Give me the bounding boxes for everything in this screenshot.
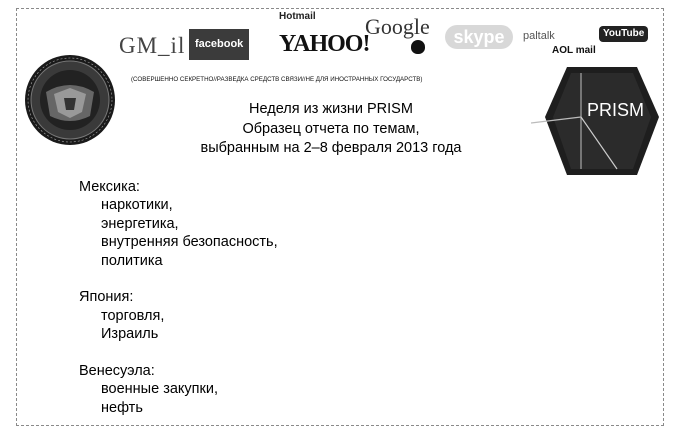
youtube-logo: YouTube — [599, 26, 648, 42]
topic-item: военные закупки, — [101, 381, 218, 398]
gmail-logo: GM_il — [119, 33, 186, 58]
title-line-1: Неделя из жизни PRISM — [249, 101, 413, 117]
yahoo-logo: YAHOO! — [279, 31, 370, 57]
aol-mail-logo: AOL mail — [552, 45, 596, 56]
topic-item: энергетика, — [101, 215, 179, 232]
prism-label: PRISM — [587, 100, 645, 120]
title-line-2: Образец отчета по темам, — [242, 120, 420, 137]
topic-item: политика — [101, 252, 163, 269]
google-logo: Google — [365, 14, 430, 39]
topic-item: внутренняя безопасность, — [101, 234, 278, 251]
topic-item: торговля, — [101, 307, 165, 324]
title-line-3: выбранным на 2–8 февраля 2013 года — [200, 140, 462, 156]
country-mexico: Мексика: — [79, 179, 140, 195]
topic-list — [79, 178, 278, 417]
topic-item: наркотики, — [101, 197, 173, 214]
classification-banner: (СОВЕРШЕННО СЕКРЕТНО//РАЗВЕДКА СРЕДСТВ СВЯЗИ//НЕ ДЛЯ ИНОСТРАННЫХ ГОСУДАРСТВ) — [131, 76, 423, 83]
topic-item: нефть — [101, 399, 143, 416]
hotmail-logo: Hotmail — [279, 11, 316, 22]
prism-logo — [525, 61, 659, 181]
country-venezuela: Венесуэла: — [79, 363, 155, 380]
country-japan: Япония: — [79, 289, 134, 306]
apple-icon — [411, 40, 425, 54]
facebook-logo: facebook — [189, 29, 249, 60]
agency-seal-icon — [24, 54, 116, 146]
slide — [16, 8, 664, 426]
paltalk-logo: paltalk — [523, 30, 555, 42]
skype-logo: skype — [445, 25, 513, 49]
topic-item: Израиль — [101, 326, 159, 343]
slide-title — [137, 100, 525, 159]
